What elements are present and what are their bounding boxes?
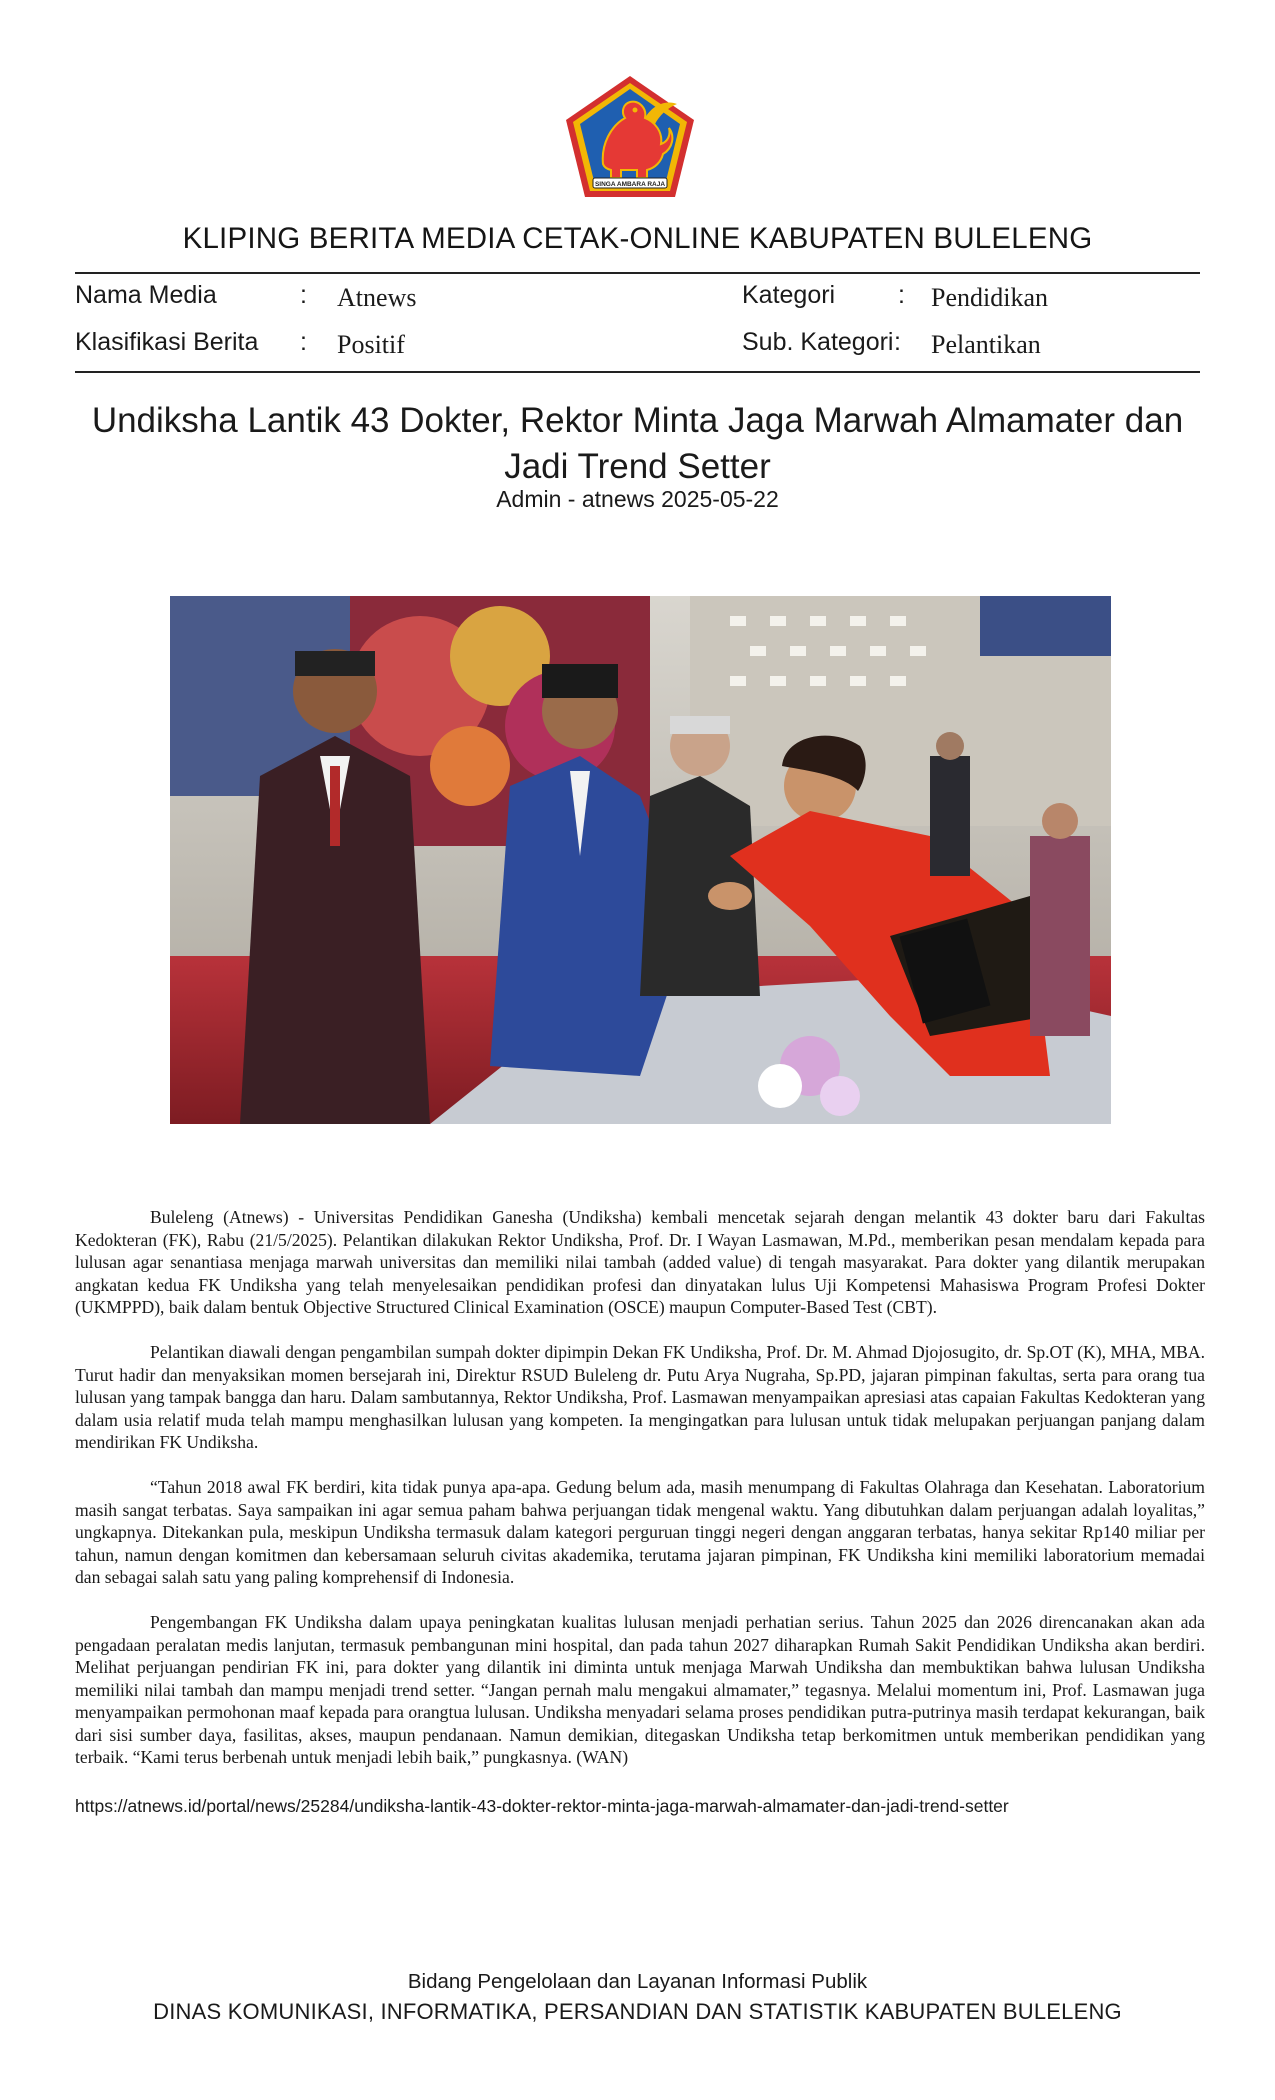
klasifikasi-colon: : — [300, 328, 307, 356]
kategori-colon: : — [898, 281, 905, 309]
article-body — [75, 1206, 1205, 1791]
kategori-label: Kategori — [742, 281, 836, 309]
article-title: Undiksha Lantik 43 Dokter, Rektor Minta Jaga Marwah Almamater dan Jadi Trend Setter — [91, 401, 1184, 486]
media-label: Nama Media — [75, 281, 217, 309]
media-value: Atnews — [337, 283, 417, 312]
media-colon: : — [300, 281, 307, 309]
document-heading: KLIPING BERITA MEDIA CETAK-ONLINE KABUPATEN BULELENG — [182, 222, 1093, 255]
svg-text:SINGA AMBARA RAJA: SINGA AMBARA RAJA — [594, 181, 666, 188]
meta-bottom-divider — [75, 371, 1200, 373]
article-paragraph-1: Buleleng (Atnews) - Universitas Pendidikan Ganesha (Undiksha) kembali mencetak sejarah dengan melantik 43 dokter baru dari Fakultas Kedokteran (FK), Rabu (21/5/2025). Pelantikan dilakukan Rektor Undiksha, Prof. Dr. I Wayan Lasmawan, M.Pd., memberikan pesan mendalam kepada para lulusan agar senantiasa menjaga marwah universitas dan memiliki nilai tambah (added value) di tengah masyarakat. Para dokter yang dilantik merupakan angkatan kedua FK Undiksha yang telah menyelesaikan pendidikan profesi dan dinyatakan lulus Uji Kompetensi Mahasiswa Program Profesi Dokter (UKMPPD), baik dalam bentuk Objective Structured Clinical Examination (OSCE) maupun Computer-Based Test (CBT). — [75, 1207, 1205, 1318]
sub-kategori-value: Pelantikan — [931, 330, 1041, 359]
meta-top-divider — [75, 272, 1200, 274]
kabupaten-buleleng-crest-icon — [563, 74, 697, 200]
source-url: https://atnews.id/portal/news/25284/undiksha-lantik-43-dokter-rektor-minta-jaga-marwah-almamater-dan-jadi-trend-setter — [75, 1796, 1009, 1816]
photo-graduation-handshake — [170, 596, 1111, 1124]
footer-agency: DINAS KOMUNIKASI, INFORMATIKA, PERSANDIAN DAN STATISTIK KABUPATEN BULELENG — [153, 1999, 1122, 2024]
sub-kategori-label: Sub. Kategori — [742, 328, 894, 356]
footer-department: Bidang Pengelolaan dan Layanan Informasi Publik — [407, 1970, 868, 1993]
sub-kategori-colon: : — [894, 328, 901, 356]
article-paragraph-2: Pelantikan diawali dengan pengambilan sumpah dokter dipimpin Dekan FK Undiksha, Prof. Dr. M. Ahmad Djojosugito, dr. Sp.OT (K), MHA, MBA. Turut hadir dan menyaksikan momen bersejarah ini, Direktur RSUD Buleleng dr. Putu Arya Nugraha, Sp.PD, jajaran pimpinan fakultas, serta para orang tua lulusan yang tampak bangga dan haru. Dalam sambutannya, Rektor Undiksha, Prof. Lasmawan menyampaikan apresiasi atas capaian Fakultas Kedokteran yang dalam usia relatif muda telah mampu menghasilkan lulusan yang kompeten. Ia mengingatkan para lulusan untuk tidak melupakan perjuangan panjang dalam mendirikan FK Undiksha. — [75, 1341, 1205, 1453]
article-paragraph-4: Pengembangan FK Undiksha dalam upaya peningkatan kualitas lulusan menjadi perhatian serius. Tahun 2025 dan 2026 direncanakan akan ada pengadaan peralatan medis lanjutan, termasuk pembangunan mini hospital, dan pada tahun 2027 diharapkan Rumah Sakit Pendidikan Undiksha akan berdiri. Melihat perjuangan pendirian FK ini, para dokter yang dilantik ini diminta untuk menjaga Marwah Undiksha dan membuktikan bahwa lulusan Undiksha memiliki nilai tambah dan mampu menjadi trend setter. “Jangan pernah malu mengakui almamater,” tegasnya. Melalui momentum ini, Prof. Lasmawan juga menyampaikan permohonan maaf kepada para orangtua lulusan. Undiksha menyadari selama proses pendidikan putra-putrinya masih terdapat kekurangan, baik dari sisi sumber daya, fasilitas, akses, maupun pendanaan. Namun demikian, ditegaskan Undiksha tetap berkomitmen untuk memberikan pendidikan yang terbaik. “Kami terus berbenah untuk menjadi lebih baik,” pungkasnya. (WAN) — [75, 1611, 1205, 1768]
klasifikasi-value: Positif — [337, 330, 405, 359]
article-paragraph-3: “Tahun 2018 awal FK berdiri, kita tidak punya apa-apa. Gedung belum ada, masih menumpang di Fakultas Olahraga dan Kesehatan. Laboratorium masih sangat terbatas. Saya sampaikan ini agar semua paham bahwa perjuangan tidak mengenal waktu. Yang dibutuhkan dalam perjuangan adalah loyalitas,” ungkapnya. Ditekankan pula, meskipun Undiksha termasuk dalam kategori perguruan tinggi negeri dengan anggaran terbatas, hanya sekitar Rp140 miliar per tahun, namun dengan komitmen dan kebersamaan seluruh civitas akademika, terutama jajaran pimpinan, FK Undiksha kini memiliki laboratorium memadai dan sebagai salah satu yang paling komprehensif di Indonesia. — [75, 1476, 1205, 1588]
kategori-value: Pendidikan — [931, 283, 1048, 312]
klasifikasi-label: Klasifikasi Berita — [75, 328, 259, 356]
article-byline: Admin - atnews 2025-05-22 — [496, 486, 779, 512]
